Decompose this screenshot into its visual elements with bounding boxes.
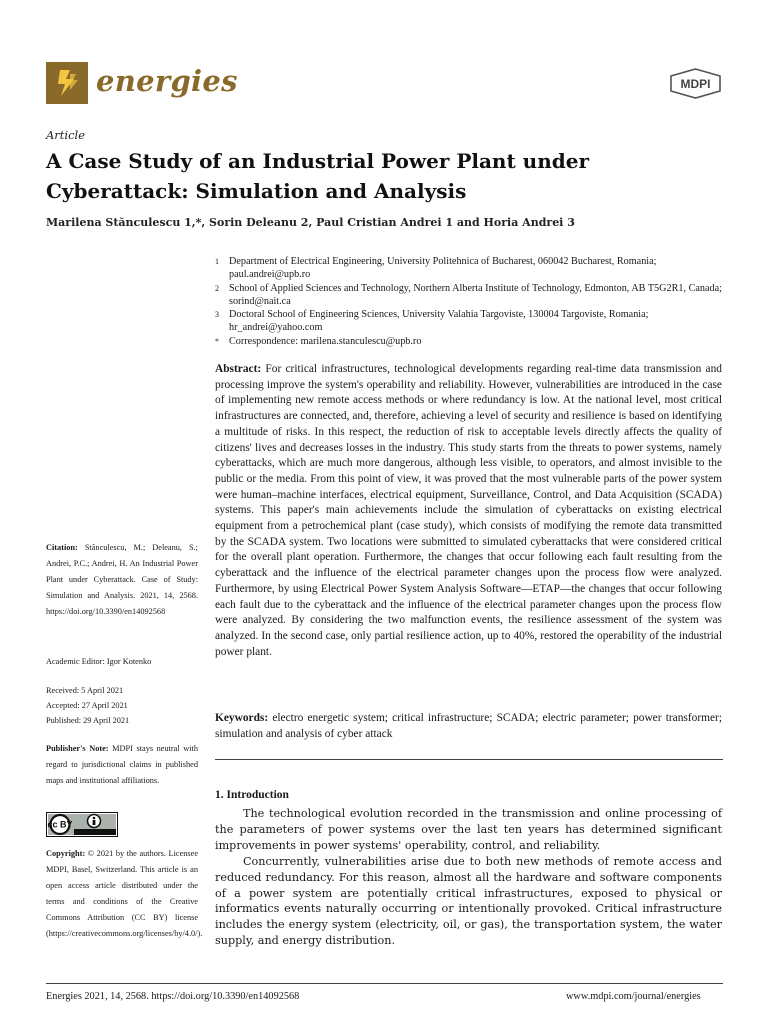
footer-divider bbox=[46, 983, 723, 984]
publisher-note-label: Publisher's Note: bbox=[46, 744, 109, 753]
abstract-text: For critical infrastructures, technological developments regarding real-time data transmission and processing improve the system's operability and reliability. However, vulnerabilities are introduced in the case of implementing new remote access methods or where redundancy is low. At the national level, most critical infrastructures are connected, and, therefore, achieving a level of security and resilience is based on identifying a multitude of risks. In this respect, the reduction of risk to acceptable levels directly affects the quality of citizens' lives and decreases losses in the industry. This study starts from the threats to power systems, namely cyberattacks, which are much more dangerous, although less visible, to operators, and almost invisible to the public or the media. From this point of view, it was proved that the most vulnerable parts of the power system were human–machine interfaces, electrical equipment, Surveillance, Control, and Data Acquisition (SCADA) systems. This paper's main achievements include the simulation of cyberattacks on existing electrical equipment from a petrochemical plant (case study), which consists of modifying the remote data transmitted by the SCADA system. Two locations were submitted to simulated cyberattacks that were considered critical for the overall plant operation. Furthermore, the changes that occur following each fault resulting from the cyberattack and the influence of the electrical parameter changes upon the process flow were analyzed. Furthermore, by using Electrical Power System Analysis Software—ETAP—the changes that occur following each fault due to the cyberattack and the influence of the electrical parameter changes upon the process flow were analyzed. By considering the two malfunction events, the resilience assessment of the system was analyzed. In the second case, only partial resilience action, up to 40%, restored the operability of the industrial power plant. bbox=[215, 363, 722, 658]
affiliation-text: School of Applied Sciences and Technology, Northern Alberta Institute of Technology, Edmonton, AB T5G2R1, Canada; sorind@nait.ca bbox=[229, 282, 722, 307]
abstract bbox=[215, 362, 722, 660]
affiliation-mark: 1 bbox=[215, 257, 219, 266]
citation-text: Stănculescu, M.; Deleanu, S.; Andrei, P.C.; Andrei, H. An Industrial Power Plant under Cyberattack. Case of Study: Simulation and Analysis. 2021, 14, 2568. https://doi.org/10.3390/en14092568 bbox=[46, 543, 198, 616]
paragraph: The technological evolution recorded in the transmission and online processing of the parameters of power systems over the last ten years has determined significant improvements in power systems' operability, control, and reliability. bbox=[215, 807, 722, 852]
author-list: Marilena Stănculescu 1,*, Sorin Deleanu 2, Paul Cristian Andrei 1 and Horia Andrei 3 bbox=[46, 216, 575, 229]
citation-label: Citation: bbox=[46, 543, 78, 552]
keywords bbox=[215, 711, 722, 742]
academic-editor: Academic Editor: Igor Kotenko bbox=[46, 657, 152, 666]
received-date: Received: 5 April 2021 bbox=[46, 686, 124, 695]
mdpi-logo bbox=[669, 68, 722, 99]
affiliation-item bbox=[215, 335, 725, 348]
published-date: Published: 29 April 2021 bbox=[46, 716, 130, 725]
journal-name: energies bbox=[96, 64, 238, 98]
affiliation-mark: * bbox=[215, 336, 219, 346]
affiliation-item bbox=[215, 282, 725, 309]
publisher-note bbox=[46, 741, 198, 789]
keywords-text: electro energetic system; critical infrastructure; SCADA; electric parameter; power transformer; simulation and analysis of cyber attack bbox=[215, 712, 722, 740]
affiliations bbox=[215, 255, 725, 348]
affiliation-mark: 3 bbox=[215, 310, 219, 320]
accepted-date: Accepted: 27 April 2021 bbox=[46, 701, 128, 710]
keywords-label: Keywords: bbox=[215, 712, 269, 724]
affiliation-item bbox=[215, 255, 725, 282]
affiliation-item bbox=[215, 308, 725, 335]
article-type: Article bbox=[46, 128, 86, 142]
section-heading: 1. Introduction bbox=[215, 789, 289, 801]
cc-by-badge[interactable] bbox=[46, 812, 118, 837]
footer-citation: Energies 2021, 14, 2568. https://doi.org/10.3390/en14092568 bbox=[46, 991, 300, 1002]
publisher-note-text: MDPI stays neutral with regard to jurisdictional claims in published maps and institutional affiliations. bbox=[46, 744, 198, 785]
citation-block bbox=[46, 540, 198, 620]
footer-journal-url[interactable]: www.mdpi.com/journal/energies bbox=[566, 991, 701, 1002]
paragraph: Concurrently, vulnerabilities arise due to both new methods of remote access and reduced redundancy. For this reason, almost all the hardware and software components of a power system are potentially critical infrastructures, exposed to physical or informatics events naturally occurring or intentionally provoked. Critical infrastructure includes the energy system (electricity, oil, or gas), the transportation system, the water supply, and energy distribution. bbox=[215, 854, 722, 948]
cc-badge-text: cc BY bbox=[47, 819, 73, 830]
copyright-label: Copyright: bbox=[46, 849, 86, 858]
copyright-text: © 2021 by the authors. Licensee MDPI, Basel, Switzerland. This article is an open access article distributed under the terms and conditions of the Creative Commons Attribution (CC BY) license (https://creativecommons.org/licenses/by/4.0/). bbox=[46, 849, 203, 938]
affiliation-text: Department of Electrical Engineering, University Politehnica of Bucharest, 060042 Bucharest, Romania; paul.andrei@upb.ro bbox=[229, 256, 657, 281]
correspondence-text: Correspondence: marilena.stanculescu@upb.ro bbox=[229, 335, 422, 347]
journal-logo bbox=[46, 62, 88, 104]
divider bbox=[215, 759, 723, 760]
article-title: A Case Study of an Industrial Power Plant under Cyberattack: Simulation and Analysis bbox=[46, 149, 589, 203]
affiliation-text: Doctoral School of Engineering Sciences, University Valahia Targoviste, 130004 Targoviste, Romania; hr_andrei@yahoo.com bbox=[229, 309, 649, 334]
abstract-label: Abstract: bbox=[215, 363, 262, 375]
copyright-block bbox=[46, 846, 203, 941]
affiliation-mark: 2 bbox=[215, 283, 219, 293]
lightning-icon bbox=[46, 62, 88, 104]
mdpi-logo-text: MDPI bbox=[680, 77, 711, 91]
introduction-body bbox=[215, 806, 722, 949]
